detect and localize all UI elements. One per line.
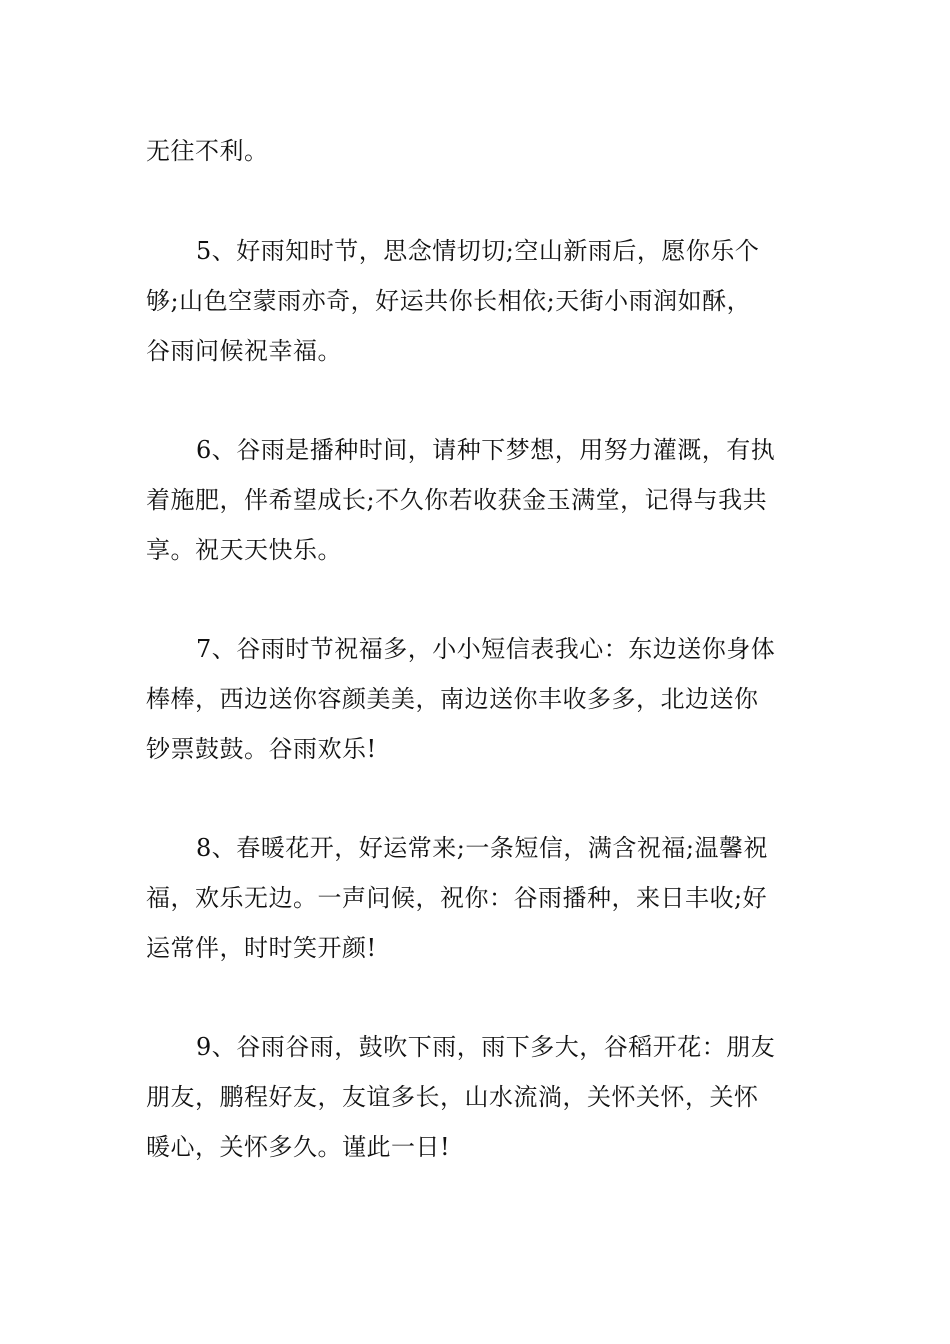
paragraph-9-line-2: 朋友，鹏程好友，友谊多长，山水流淌，关怀关怀，关怀 <box>146 1083 759 1111</box>
paragraph-5-line-2: 够;山色空蒙雨亦奇，好运共你长相依;天街小雨润如酥， <box>146 287 752 315</box>
paragraph-5-line-1: 5、好雨知时节，思念情切切;空山新雨后，愿你乐个 <box>196 237 760 265</box>
paragraph-8-line-1: 8、春暖花开，好运常来;一条短信，满含祝福;温馨祝 <box>196 834 768 862</box>
paragraph-9-line-3: 暖心，关怀多久。谨此一日! <box>146 1133 451 1161</box>
paragraph-8-line-3: 运常伴，时时笑开颜! <box>146 934 377 962</box>
paragraph-7-line-2: 棒棒，西边送你容颜美美，南边送你丰收多多，北边送你 <box>146 685 759 713</box>
paragraph-8-line-2: 福，欢乐无边。一声问候，祝你：谷雨播种，来日丰收;好 <box>146 884 768 912</box>
paragraph-5-line-3: 谷雨问候祝幸福。 <box>146 337 342 365</box>
paragraph-9-line-1: 9、谷雨谷雨，鼓吹下雨，雨下多大，谷稻开花：朋友 <box>196 1033 776 1061</box>
paragraph-6-line-2: 着施肥，伴希望成长;不久你若收获金玉满堂，记得与我共 <box>146 486 768 514</box>
paragraph-7-line-1: 7、谷雨时节祝福多，小小短信表我心：东边送你身体 <box>196 635 776 663</box>
paragraph-7-line-3: 钞票鼓鼓。谷雨欢乐! <box>146 735 377 763</box>
paragraph-6-line-1: 6、谷雨是播种时间，请种下梦想，用努力灌溉，有执 <box>196 436 776 464</box>
continuation-line: 无往不利。 <box>146 137 269 165</box>
paragraph-6-line-3: 享。祝天天快乐。 <box>146 536 342 564</box>
